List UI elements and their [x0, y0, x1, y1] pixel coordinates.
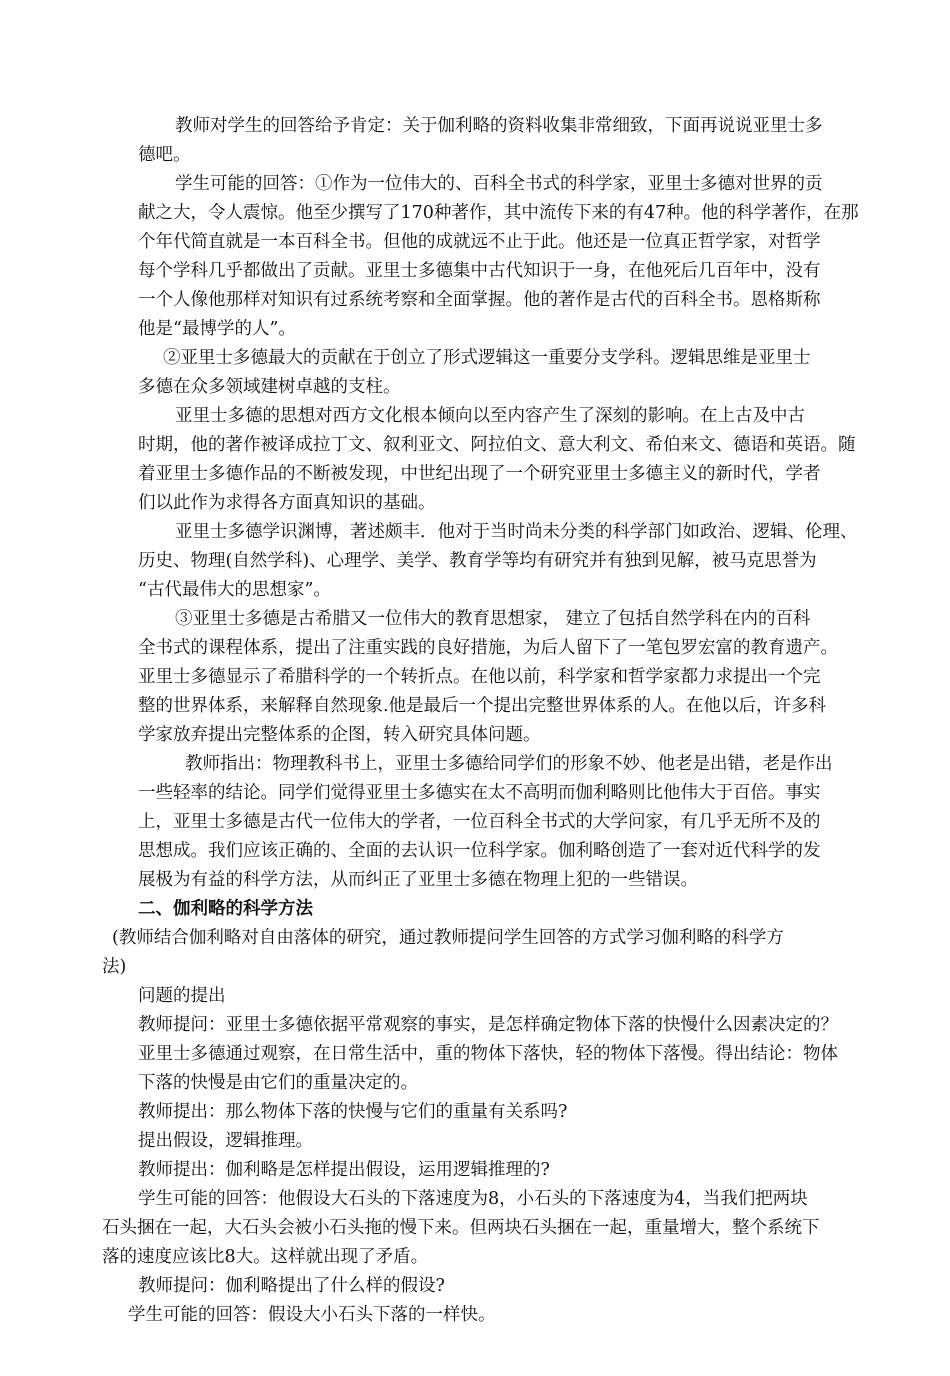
text-line: 教师指出：物理教科书上，亚里士多德给同学们的形象不妙、他老是出错，老是作出 [185, 754, 833, 774]
text-line: 每个学科几乎都做出了贡献。亚里士多德集中古代知识于一身，在他死后几百年中，没有 [138, 261, 821, 281]
text-line: 着亚里士多德作品的不断被发现，中世纪出现了一个研究亚里士多德主义的新时代，学者 [138, 464, 821, 484]
text-line: 历史、物理(自然学科)、心理学、美学、教育学等均有研究并有独到见解，被马克思誉为 [138, 551, 817, 571]
text-line: 一个人像他那样对知识有过系统考察和全面掌握。他的著作是古代的百科全书。恩格斯称 [138, 290, 821, 310]
text-line: 上，亚里士多德是古代一位伟大的学者，一位百科全书式的大学问家，有几乎无所不及的 [138, 812, 821, 832]
text-line: 问题的提出 [138, 986, 226, 1006]
text-line: 多德在众多领域建树卓越的支柱。 [138, 377, 401, 397]
text-line: 学生可能的回答：①作为一位伟大的、百科全书式的科学家，亚里士多德对世界的贡 [175, 174, 823, 194]
text-line: 学生可能的回答：假设大小石头下落的一样快。 [128, 1305, 496, 1325]
text-line: 提出假设，逻辑推理。 [138, 1131, 313, 1151]
text-line: 学生可能的回答：他假设大石头的下落速度为8，小石头的下落速度为4，当我们把两块 [138, 1189, 808, 1209]
text-line: 法) [102, 957, 127, 977]
text-line: 亚里士多德通过观察，在日常生活中，重的物体下落快，轻的物体下落慢。得出结论：物体 [138, 1044, 838, 1064]
text-line: (教师结合伽利略对自由落体的研究，通过教师提问学生回答的方式学习伽利略的科学方 [112, 928, 784, 948]
text-line: 亚里士多德显示了希腊科学的一个转折点。在他以前，科学家和哲学家都力求提出一个完 [138, 667, 821, 687]
text-line: ②亚里士多德最大的贡献在于创立了形式逻辑这一重要分支学科。逻辑思维是亚里士 [163, 348, 811, 368]
text-line: 德吧。 [138, 145, 191, 165]
text-line: 整的世界体系，来解释自然现象.他是最后一个提出完整世界体系的人。在他以后，许多科 [138, 696, 827, 716]
text-line: 教师提问：亚里士多德依据平常观察的事实，是怎样确定物体下落的快慢什么因素决定的？ [138, 1015, 838, 1035]
text-line: 思想成。我们应该正确的、全面的去认识一位科学家。伽利略创造了一套对近代科学的发 [138, 841, 821, 861]
text-line: 献之大，令人震惊。他至少撰写了170种著作，其中流传下来的有47种。他的科学著作，在那 [138, 203, 859, 223]
text-line: ③亚里士多德是古希腊又一位伟大的教育思想家， 建立了包括自然学科在内的百科 [175, 609, 811, 629]
text-line: 教师提问：伽利略提出了什么样的假设? [138, 1276, 445, 1296]
text-line: 时期，他的著作被译成拉丁文、叙利亚文、阿拉伯文、意大利文、希伯来文、德语和英语。随 [138, 435, 856, 455]
text-line: 全书式的课程体系，提出了注重实践的良好措施，为后人留下了一笔包罗宏富的教育遗产。 [138, 638, 838, 658]
text-line: 个年代简直就是一本百科全书。但他的成就远不止于此。他还是一位真正哲学家，对哲学 [138, 232, 821, 252]
text-line: 教师提出：伽利略是怎样提出假设，运用逻辑推理的? [138, 1160, 550, 1180]
text-line: 学家放弃提出完整体系的企图，转入研究具体问题。 [138, 725, 541, 745]
text-line: 们以此作为求得各方面真知识的基础。 [138, 493, 436, 513]
text-line: 教师对学生的回答给予肯定：关于伽利略的资料收集非常细致，下面再说说亚里士多 [175, 116, 823, 136]
text-line: 下落的快慢是由它们的重量决定的。 [138, 1073, 418, 1093]
section-heading: 二、伽利略的科学方法 [138, 899, 313, 919]
text-line: 石头捆在一起，大石头会被小石头拖的慢下来。但两块石头捆在一起，重量增大，整个系统下 [102, 1218, 820, 1238]
text-line: 亚里士多德学识渊博，著述颇丰．他对于当时尚未分类的科学部门如政治、逻辑、伦理、 [175, 522, 858, 542]
text-line: “古代最伟大的思想家”。 [138, 580, 331, 600]
text-line: 展极为有益的科学方法，从而纠正了亚里士多德在物理上犯的一些错误。 [138, 870, 698, 890]
text-line: 一些轻率的结论。同学们觉得亚里士多德实在太不高明而伽利略则比他伟大于百倍。事实 [138, 783, 821, 803]
text-line: 亚里士多德的思想对西方文化根本倾向以至内容产生了深刻的影响。在上古及中古 [175, 406, 805, 426]
text-line: 他是“最博学的人”。 [138, 319, 296, 339]
text-line: 教师提出：那么物体下落的快慢与它们的重量有关系吗? [138, 1102, 568, 1122]
text-line: 落的速度应该比8大。这样就出现了矛盾。 [102, 1247, 429, 1267]
